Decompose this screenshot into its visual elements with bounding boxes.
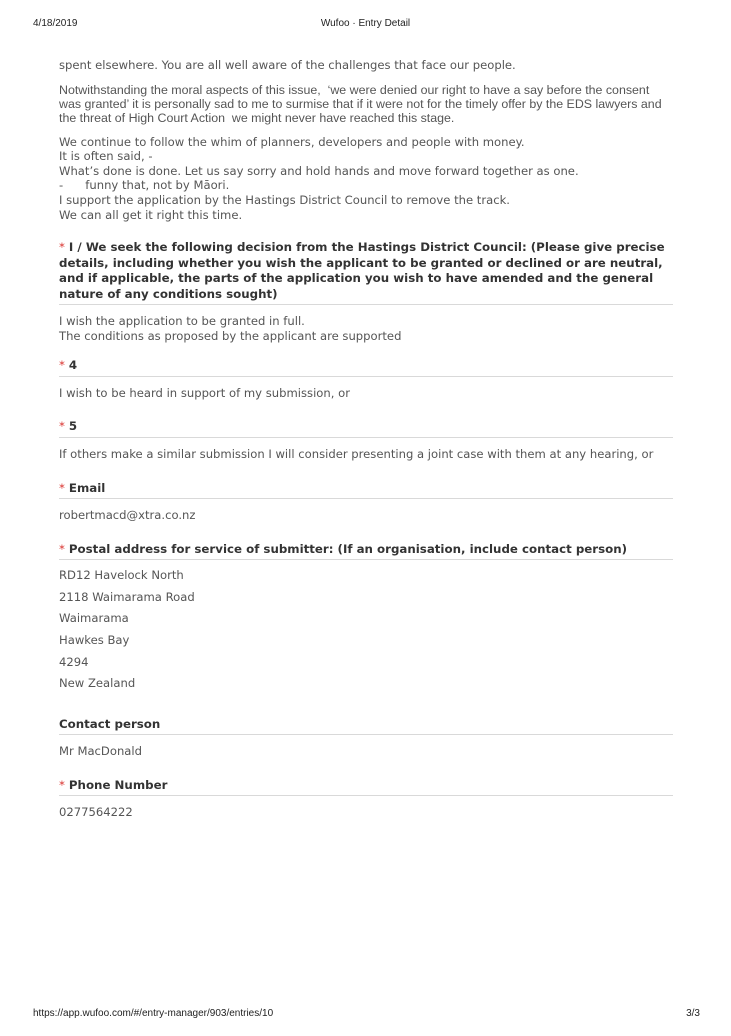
paragraph-line: - funny that, not by Māori. — [59, 178, 230, 193]
required-mark: * — [59, 777, 65, 792]
phone-field — [59, 778, 673, 820]
address-line: Hawkes Bay — [59, 632, 130, 647]
required-mark: * — [59, 358, 65, 373]
question-4-label-text: 4 — [68, 358, 78, 373]
print-header — [0, 18, 731, 32]
continued-paragraph-3 — [59, 135, 673, 223]
paragraph-line: We continue to follow the whim of planners, developers and people with money. — [59, 134, 525, 149]
address-line: 2118 Waimarama Road — [59, 589, 195, 604]
value-line: I wish the application to be granted in full. — [59, 314, 305, 329]
paragraph-line: What’s done is done. Let us say sorry and hold hands and move forward together as one. — [59, 163, 579, 178]
decision-label-text: I / We seek the following decision from the Hastings District Council: (Please give precise details, including whether you wish the applicant to be granted or declined or are neutral, and if applicable, the parts of the application you wish to have amended and the general nature of any conditions sought) — [59, 240, 665, 301]
email-label-text: Email — [68, 480, 106, 495]
value-line: The conditions as proposed by the applicant are supported — [59, 328, 402, 343]
phone-label-text: Phone Number — [68, 777, 168, 792]
postal-address-value — [59, 565, 673, 695]
print-date: 4/18/2019 — [33, 18, 78, 29]
phone-label — [59, 778, 673, 797]
question-4-field — [59, 358, 673, 400]
entry-detail-content — [59, 58, 673, 820]
print-url: https://app.wufoo.com/#/entry-manager/903/entries/10 — [33, 1008, 274, 1019]
decision-label — [59, 240, 673, 305]
address-line: New Zealand — [59, 676, 136, 691]
postal-address-label — [59, 542, 673, 561]
decision-value — [59, 314, 673, 343]
postal-address-label-text: Postal address for service of submitter: (If an organisation, include contact person) — [68, 541, 628, 556]
question-4-label — [59, 358, 673, 377]
question-5-label-text: 5 — [68, 419, 78, 434]
question-5-field — [59, 419, 673, 461]
required-mark: * — [59, 240, 65, 255]
question-4-value: I wish to be heard in support of my submission, or — [59, 385, 350, 400]
contact-person-field — [59, 717, 673, 759]
required-mark: * — [59, 419, 65, 434]
continued-paragraph-1: spent elsewhere. You are all well aware of the challenges that face our people. — [59, 58, 516, 72]
address-line: 4294 — [59, 654, 89, 669]
page-number: 3/3 — [686, 1008, 700, 1019]
paragraph-line: It is often said, - — [59, 149, 153, 164]
continued-paragraph-2: Notwithstanding the moral aspects of this issue, ‘we were denied our right to have a say before the consent was granted’ it is personally sad to me to surmise that if it were not for the timely offer by the EDS lawyers and the threat of High Court Action we might never have reached this stage. — [59, 82, 666, 125]
question-5-value: If others make a similar submission I will consider presenting a joint case with them at any hearing, or — [59, 446, 654, 461]
phone-value: 0277564222 — [59, 805, 133, 820]
print-title: Wufoo · Entry Detail — [320, 18, 411, 29]
postal-address-field — [59, 542, 673, 695]
email-field — [59, 481, 673, 523]
email-value: robertmacd@xtra.co.nz — [59, 508, 196, 523]
paragraph-line: I support the application by the Hastings District Council to remove the track. — [59, 192, 510, 207]
required-mark: * — [59, 480, 65, 495]
paragraph-line: We can all get it right this time. — [59, 207, 243, 222]
decision-field — [59, 240, 673, 343]
address-line: RD12 Havelock North — [59, 568, 184, 583]
required-mark: * — [59, 541, 65, 556]
email-label — [59, 481, 673, 500]
contact-person-label: Contact person — [59, 717, 673, 736]
question-5-label — [59, 419, 673, 438]
contact-person-value: Mr MacDonald — [59, 744, 142, 759]
print-footer — [0, 1008, 731, 1022]
address-line: Waimarama — [59, 611, 129, 626]
